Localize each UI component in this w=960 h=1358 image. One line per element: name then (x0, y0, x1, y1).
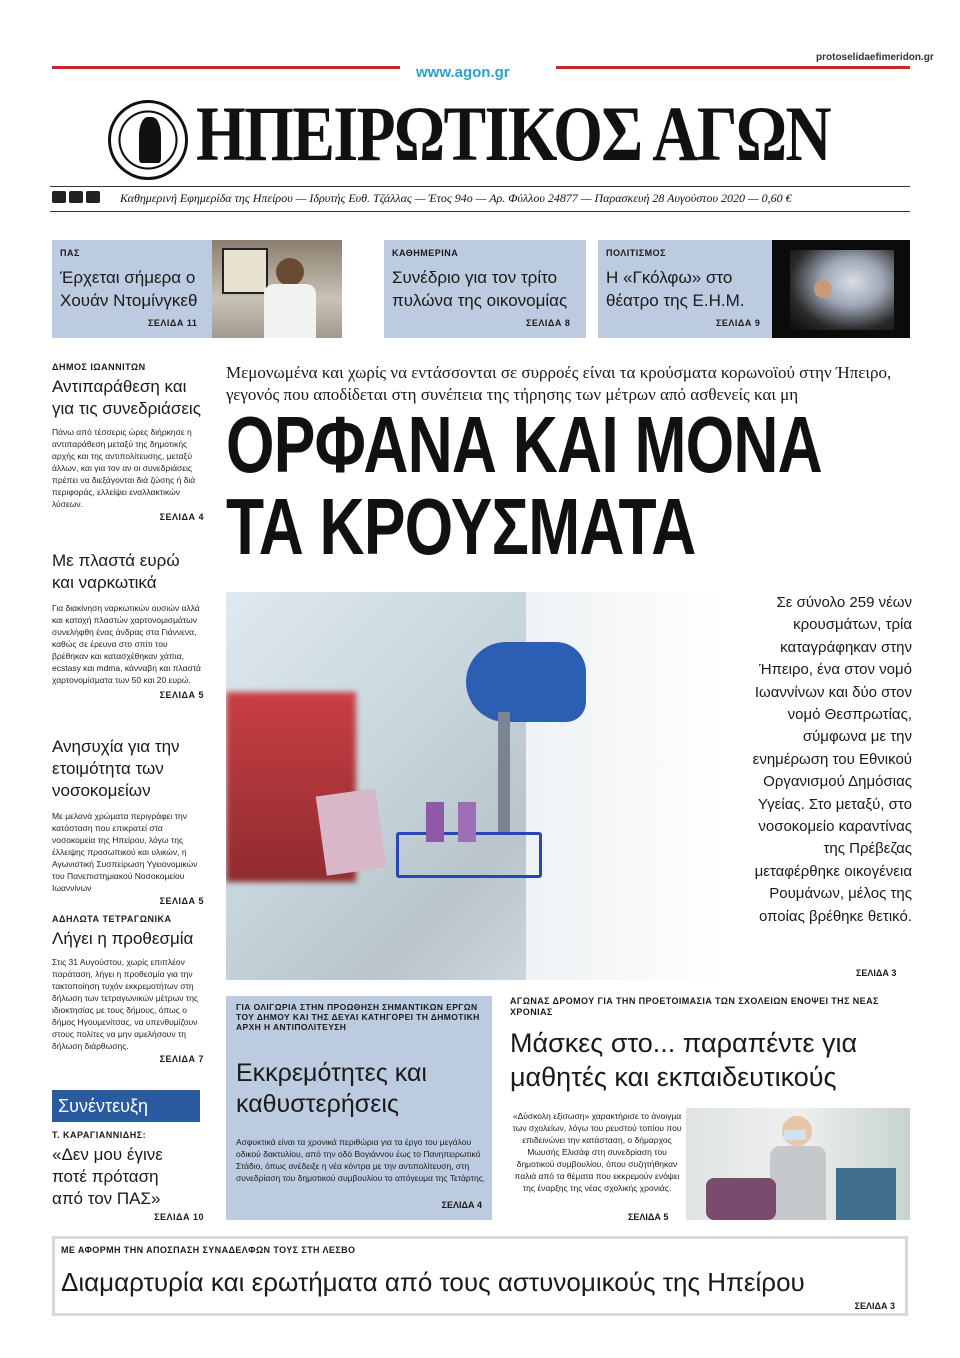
story-title: «Δεν μου έγινε ποτέ πρόταση από τον ΠΑΣ» (52, 1145, 163, 1208)
story-title: Μάσκες στο... παραπέντε για μαθητές και εκπαιδευτικούς (510, 1028, 858, 1092)
press-icon (52, 191, 66, 203)
story-title: Ανησυχία για την ετοιμότητα των νοσοκομείων (52, 737, 180, 800)
story-body: «Δύσκολη εξίσωση» χαρακτήρισε το άνοιγμα των σχολείων, λόγω του ρευστού τοπίου που επιδεινώνει την κατάσταση, ο δήμαρχος Μωυσής Ελισάφ στη συνεδρίαση του δημοτικού συμβουλίου, όπου συζητήθηκαν παλιά από τα θέματα που εκκρεμούν ενόψει της έναρξης της νέας σχολικής χρονιάς. (512, 1111, 682, 1193)
main-photo-lab (226, 592, 726, 980)
story-body: Ασφυκτικά είναι τα χρονικά περιθώρια για τα έργο του μεγάλου οδικού δακτυλίου, από την οδό Βογιάννου έως το Πανηπειρωτικό Στάδιο, όπως ανέδειξε η νέα κόντρα με την αντιπολίτευση, στη συνεδρίαση του δημοτικού συμβουλίου το απόγευμα της Τετάρτης. (236, 1137, 486, 1183)
story-category: ΑΔΗΛΩΤΑ ΤΕΤΡΑΓΩΝΙΚΑ (52, 914, 172, 924)
left-story-2[interactable] (52, 550, 204, 700)
story-title: Εκκρεμότητες και καθυστερήσεις (236, 1059, 427, 1118)
story-delays[interactable] (226, 996, 492, 1220)
story-page: ΣΕΛΙΔΑ 5 (159, 896, 204, 906)
teaser-category: ΠΟΛΙΤΙΣΜΟΣ (606, 248, 667, 258)
actress-face (814, 280, 832, 298)
teaser-title: Συνέδριο για τον τρίτο πυλώνα της οικονομίας (392, 268, 568, 310)
teaser-title: Έρχεται σήμερα ο Χουάν Ντομίνγκεθ (60, 268, 198, 310)
player-shirt (264, 284, 316, 338)
teaser-photo-theatre (772, 240, 910, 338)
story-category: ΜΕ ΑΦΟΡΜΗ ΤΗΝ ΑΠΟΣΠΑΣΗ ΣΥΝΑΔΕΛΦΩΝ ΤΟΥΣ ΣΤΗ ΛΕΣΒΟ (61, 1245, 356, 1255)
newspaper-seal-logo (108, 100, 188, 180)
publication-info-bar (50, 186, 910, 212)
main-headline[interactable] (226, 400, 822, 571)
story-page: ΣΕΛΙΔΑ 7 (159, 1054, 204, 1064)
headline-line-1: ΟΡΦΑΝΑ ΚΑΙ ΜΟΝΑ (226, 400, 822, 489)
face-mask (784, 1130, 806, 1140)
story-category: ΓΙΑ ΟΛΙΓΩΡΙΑ ΣΤΗΝ ΠΡΟΩΘΗΣΗ ΣΗΜΑΝΤΙΚΩΝ ΕΡΓΩΝ ΤΟΥ ΔΗΜΟΥ ΚΑΙ ΤΗΣ ΔΕΥΑΙ ΚΑΤΗΓΟΡΕΙ ΤΗ ΔΗΜΟΤΙΚΗ ΑΡΧΗ Η ΑΝΤΙΠΟΛΙΤΕΥΣΗ (236, 1002, 480, 1032)
teaser-page: ΣΕΛΙΔΑ 8 (526, 318, 571, 328)
story-body: Στις 31 Αυγούστου, χωρίς επιπλέον παράταση, λήγει η προθεσμία για την τακτοποίηση τυχόν εκκρεμοτήτων στη δήλωση των τετραγωνικών μέτρων της ιδιοκτησίας με τους δήμους, όπως ο δήμος Ηγουμενίτσας, να υπενθυμίζουν στους πολίτες να μην αμελήσουν τη δήλωση διάρθωσης. (52, 957, 199, 1051)
main-lede: Μεμονωμένα και χωρίς να εντάσσονται σε συρροές είναι τα κρούσματα κορωνοϊού στην Ήπειρο, γεγονός που αποδίδεται στη συνέπεια της τήρησης των μέτρων από ασθενείς και μη (226, 363, 892, 404)
story-page: ΣΕΛΙΔΑ 5 (628, 1212, 669, 1222)
schoolbag (706, 1178, 776, 1220)
publisher-icons (52, 191, 100, 203)
red-rule-right (556, 66, 910, 69)
story-body: Με μελανά χρώματα περιγράφει την κατάσταση που επικρατεί στα νοσοκομεία της Ηπείρου, λόγω της έλλειψης προσωπικού και υλικών, η Αγωνιστική Συσπείρωση Υγειονομικών του Πανεπιστημιακού Νοσοκομείου Ιωαννίνων (52, 811, 198, 893)
interview-label: Συνέντευξη (52, 1090, 200, 1122)
sample-tube (426, 802, 444, 842)
teaser-title: Η «Γκόλφω» στο θέατρο της Ε.Η.Μ. (606, 268, 745, 310)
sample-bag (316, 788, 387, 876)
story-title: Αντιπαράθεση και για τις συνεδριάσεις (52, 377, 201, 418)
teaser-category: ΚΑΘΗΜΕΡΙΝΑ (392, 248, 459, 258)
teaser-kathimerina[interactable] (384, 240, 586, 338)
ena-logo-icon (86, 191, 100, 203)
classroom-photo (686, 1108, 910, 1220)
story-body: Πάνω από τέσσερις ώρες διήρκησε η αντιπαράθεση μεταξύ της δημοτικής αρχής και της αντιπολίτευσης, μεταξύ άλλων, και για τον αν οι συνεδριάσεις πρέπει να διεξάγονται διά ζώσης ή διά περιφοράς, ελλείψει εναλλακτικών λύσεων. (52, 427, 196, 509)
costume-figure (790, 250, 894, 330)
player-head (276, 258, 304, 286)
left-story-3[interactable] (52, 736, 204, 906)
teaser-category: ΠΑΣ (60, 248, 80, 258)
gloved-hand (466, 642, 586, 722)
story-page: ΣΕΛΙΔΑ 3 (854, 1301, 895, 1311)
interview-story[interactable] (52, 1130, 204, 1222)
sign-graphic (222, 248, 268, 294)
story-page: ΣΕΛΙΔΑ 4 (159, 512, 204, 522)
headline-line-2: ΤΑ ΚΡΟΥΣΜΑΤΑ (226, 482, 696, 571)
teaser-page: ΣΕΛΙΔΑ 9 (716, 318, 761, 328)
story-page: ΣΕΛΙΔΑ 5 (159, 690, 204, 700)
teaser-page: ΣΕΛΙΔΑ 11 (148, 318, 198, 328)
teaser-politismos[interactable] (598, 240, 910, 338)
sample-tube (458, 802, 476, 842)
story-title: Με πλαστά ευρώ και ναρκωτικά (52, 551, 180, 592)
issue-info: Καθημερινή Εφημερίδα της Ηπείρου — Ιδρυτής Ευθ. Τζάλλας — Έτος 94ο — Αρ. Φύλλου 24877 — Παρασκευή 28 Αυγούστου 2020 — 0,60 € (120, 191, 792, 205)
left-story-1[interactable] (52, 362, 204, 522)
masthead: ΗΠΕΙΡΩΤΙΚΟΣ ΑΓΩΝ (196, 90, 830, 177)
story-title: Λήγει η προθεσμία (52, 929, 194, 948)
story-category: Τ. ΚΑΡΑΓΙΑΝΝΙΔΗΣ: (52, 1130, 147, 1140)
main-story-text: Σε σύνολο 259 νέων κρουσμάτων, τρία καταγράφηκαν στην Ήπειρο, ένα στον νομό Ιωαννίνων και δύο στον νομό Θεσπρωτίας, σύμφωνα με την ενημέρωση του Εθνικού Οργανισμού Δημόσιας Υγείας. Στο μεταξύ, στο νοσοκομείο καραντίνας της Πρέβεζας μεταφέρθηκε οικογένεια Ρουμάνων, μέλος της οποίας βρέθηκε θετικό. (752, 594, 912, 925)
teaser-pas[interactable] (52, 240, 342, 338)
story-body: Για διακίνηση ναρκωτικών ουσιών αλλά και κατοχή πλαστών χαρτονομισμάτων συνελήφθη ένας άνδρας στα Γιάννενα, καθώς σε έρευνα στο σπίτι του βρέθηκαν και κατασχέθηκαν χάπια, ecstasy και mdma, κάνναβη και πλαστά χαρτονομίσματα των 50 και 20 ευρώ. (52, 603, 201, 685)
story-category: ΔΗΜΟΣ ΙΩΑΝΝΙΤΩΝ (52, 362, 146, 372)
union-icon (69, 191, 83, 203)
child-body (770, 1146, 826, 1220)
source-watermark: protoselidaefimeridon.gr (816, 52, 934, 63)
website-url[interactable]: www.agon.gr (416, 64, 510, 81)
teaser-photo-player (212, 240, 342, 338)
left-story-4[interactable] (52, 914, 204, 1064)
desk (836, 1168, 896, 1220)
story-page: ΣΕΛΙΔΑ 4 (441, 1200, 482, 1210)
story-page: ΣΕΛΙΔΑ 10 (154, 1212, 204, 1222)
pipette (498, 712, 510, 832)
story-category: ΑΓΩΝΑΣ ΔΡΟΜΟΥ ΓΙΑ ΤΗΝ ΠΡΟΕΤΟΙΜΑΣΙΑ ΤΩΝ ΣΧΟΛΕΙΩΝ ΕΝΟΨΕΙ ΤΗΣ ΝΕΑΣ ΧΡΟΝΙΑΣ (510, 996, 879, 1017)
main-story-page: ΣΕΛΙΔΑ 3 (856, 968, 897, 978)
red-rule-left (52, 66, 400, 69)
story-title: Διαμαρτυρία και ερωτήματα από τους αστυνομικούς της Ηπείρου (61, 1267, 805, 1297)
bottom-story[interactable] (52, 1236, 908, 1316)
